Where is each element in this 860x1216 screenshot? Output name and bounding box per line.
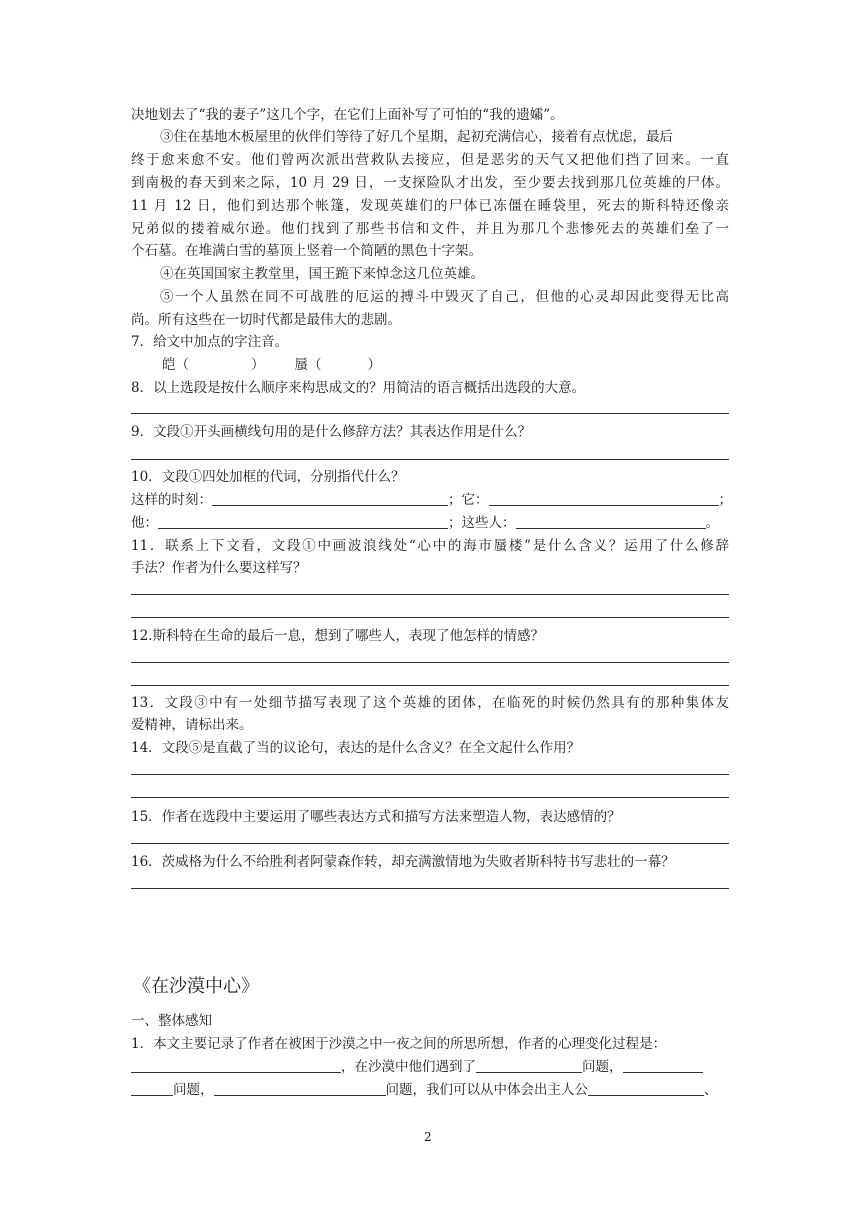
answer-line-q12[interactable] [131, 662, 729, 663]
answer-blank-problem-3[interactable] [214, 1081, 386, 1096]
question-13: 13．文段③中有一处细节描写表现了这个英雄的团体，在临死的时候仍然具有的那种集体友 [131, 695, 729, 711]
paragraph-5: ⑤一个人虽然在同不可战胜的厄运的搏斗中毁灭了自己，但他的心灵却因此变得无比高 [160, 289, 729, 305]
question-10: 10．文段①四处加框的代词，分别指代什么？ [131, 469, 405, 485]
passage-line: 个石墓。在堆满白雪的墓顶上竖着一个简陋的黑色十字架。 [131, 243, 482, 259]
answer-line-q8[interactable] [131, 413, 729, 414]
section-title: 《在沙漠中心》 [133, 976, 259, 997]
question-12: 12.斯科特在生命的最后一息，想到了哪些人，表现了他怎样的情感？ [131, 628, 544, 644]
answer-line-q15[interactable] [131, 843, 729, 844]
page-number: 2 [424, 1130, 432, 1144]
answer-blank-mental-change[interactable] [131, 1058, 341, 1073]
answer-blank-moment[interactable] [212, 491, 448, 506]
question-7-pinyin: 皑（ ） 蜃（ ） [162, 357, 381, 373]
answer-blank-problem-1[interactable] [476, 1058, 582, 1073]
q7-item-a: 皑（ [162, 357, 189, 373]
answer-line-q14[interactable] [131, 797, 729, 798]
passage-line: 到南极的春天到来之际，10 月 29 日，一支探险队才出发，至少要去找到那几位英雄的尸体。 [131, 175, 729, 191]
question-11: 11．联系上下文看，文段①中画波浪线处“心中的海市蜃楼”是什么含义？运用了什么修辞 [131, 538, 729, 554]
passage-line: 11 月 12 日，他们到达那个帐篷，发现英雄们的尸体已冻僵在睡袋里，死去的斯科特还像亲 [131, 198, 729, 214]
answer-blank-these-people[interactable] [516, 514, 706, 529]
question-8: 8．以上选段是按什么顺序来构思成文的？用简洁的语言概括出选段的大意。 [131, 380, 586, 396]
answer-line-q12[interactable] [131, 685, 729, 686]
question-10-row-2: 他： ；这些人： 。 [131, 515, 719, 531]
question-15: 15．作者在选段中主要运用了哪些表达方式和描写方法来塑造人物，表达感情的？ [131, 809, 621, 825]
section-heading: 一、整体感知 [131, 1013, 212, 1029]
passage-line: 终于愈来愈不安。他们曾两次派出营救队去接应，但是恶劣的天气又把他们挡了回来。一直 [131, 152, 729, 168]
answer-line-q16[interactable] [131, 888, 729, 889]
question-1-row-2: ，在沙漠中他们遇到了 问题， [131, 1056, 729, 1078]
question-9: 9．文段①开头画横线句用的是什么修辞方法？其表达作用是什么？ [131, 424, 532, 440]
section-2-question-1: 1．本文主要记录了作者在被困于沙漠之中一夜之间的所思所想，作者的心理变化过程是： [131, 1036, 667, 1052]
answer-line-q11[interactable] [131, 617, 729, 618]
answer-line-q9[interactable] [131, 459, 729, 460]
answer-blank-problem-2b[interactable] [131, 1081, 173, 1096]
passage-line: 尚。所有这些在一切时代都是最伟大的悲剧。 [131, 312, 401, 328]
question-7: 7．给文中加点的字注音。 [131, 334, 289, 350]
question-14: 14．文段⑤是直截了当的议论句，表达的是什么含义？在全文起什么作用？ [131, 740, 581, 756]
paragraph-3: ③住在基地木板屋里的伙伴们等待了好几个星期，起初充满信心，接着有点忧虑，最后 [160, 129, 673, 145]
q7-item-b: 蜃（ [294, 357, 322, 373]
question-11-cont: 手法？作者为什么要这样写？ [131, 560, 307, 576]
passage-line: 兄弟似的搂着威尔逊。他们找到了那些书信和文件，并且为那几个悲惨死去的英雄们垒了一 [131, 221, 729, 237]
paragraph-4: ④在英国国家主教堂里，国王跪下来悼念这几位英雄。 [160, 266, 484, 282]
question-16: 16．茨威格为什么不给胜利者阿蒙森作转，却充满激情地为失败者斯科特书写悲壮的一幕？ [131, 854, 675, 870]
question-10-row-1: 这样的时刻： ；它： ； [131, 492, 732, 508]
question-13-cont: 爱精神，请标出来。 [131, 717, 253, 733]
answer-blank-it[interactable] [489, 491, 719, 506]
passage-line: 决地划去了“我的妻子”这几个字，在它们上面补写了可怕的“我的遗孀”。 [131, 107, 564, 123]
question-1-row-3: 问题， 问题，我们可以从中体会出主人公 、 [131, 1079, 729, 1101]
answer-line-q14[interactable] [131, 774, 729, 775]
answer-blank-he[interactable] [158, 514, 448, 529]
answer-line-q11[interactable] [131, 594, 729, 595]
answer-blank-problem-2a[interactable] [623, 1058, 703, 1073]
answer-blank-protagonist[interactable] [588, 1081, 704, 1096]
